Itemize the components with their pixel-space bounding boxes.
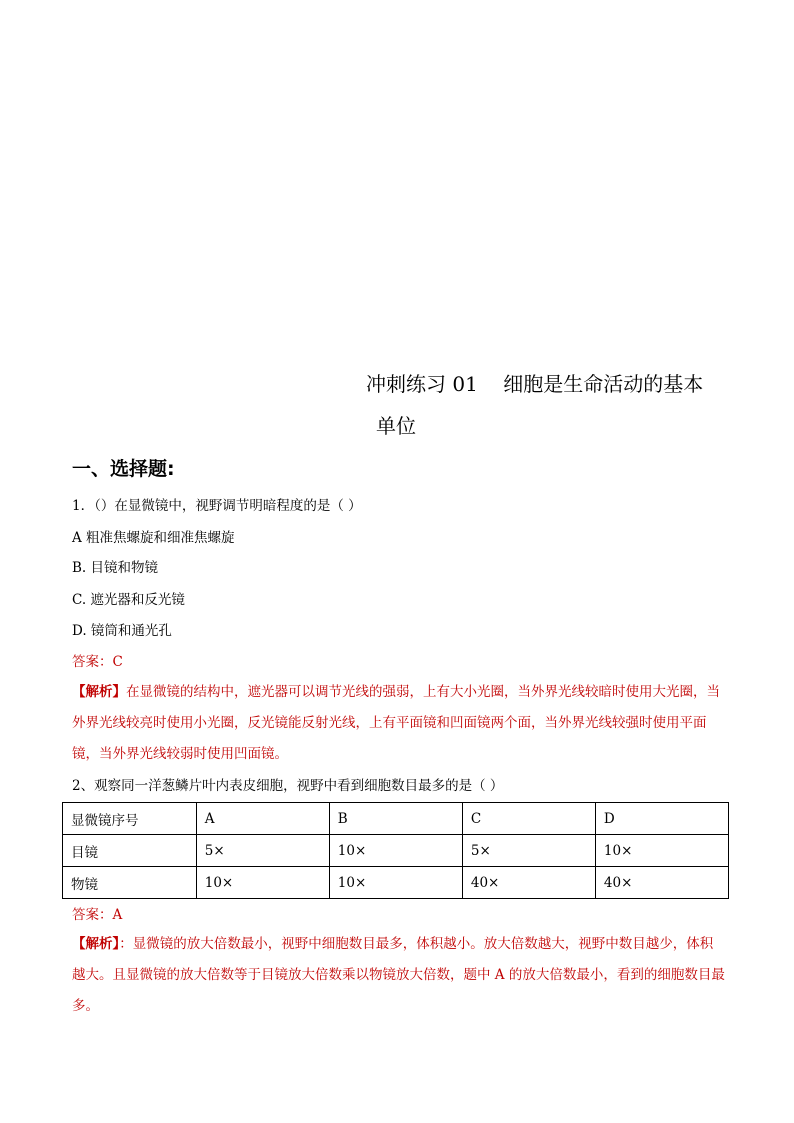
question-2-answer: 答案：A [72,907,123,923]
table-cell: A [196,803,329,835]
magnification-table [62,802,729,899]
question-1-option-d: D. 镜筒和通光孔 [72,623,172,639]
table-cell: 目镜 [63,835,197,867]
question-1-analysis [72,677,726,770]
table-cell: 5× [462,835,595,867]
table-row [63,867,729,899]
analysis-text: ：显微镜的放大倍数最小，视野中细胞数目最多，体积越小。放大倍数越大，视野中数目越少，体积越大。且显微镜的放大倍数等于目镜放大倍数乘以物镜放大倍数，题中 A 的放大倍数最小，看到的细胞数目最多。 [72,936,725,1014]
document-title-line-1: 冲刺练习 01 细胞是生命活动的基本 [366,372,704,396]
table-cell: 显微镜序号 [63,803,197,835]
question-2-stem: 2、观察同一洋葱鳞片叶内表皮细胞，视野中看到细胞数目最多的是（ ） [72,778,504,794]
table-cell: 10× [595,835,728,867]
table-cell: 10× [329,867,462,899]
question-1-option-a: A 粗准焦螺旋和细准焦螺旋 [72,530,235,546]
table-cell: 40× [595,867,728,899]
question-1-stem: 1．（）在显微镜中，视野调节明暗程度的是（ ） [72,498,362,514]
table-row [63,835,729,867]
table-header-row [63,803,729,835]
analysis-tag: 【解析】 [72,936,120,952]
question-2-analysis [72,929,726,1022]
table-cell: 5× [196,835,329,867]
table-cell: 40× [462,867,595,899]
table-cell: B [329,803,462,835]
table-cell: 10× [329,835,462,867]
question-1-answer: 答案：C [72,654,123,670]
section-heading: 一、选择题: [72,458,175,480]
question-1-option-c: C. 遮光器和反光镜 [72,592,185,608]
table-cell: D [595,803,728,835]
question-1-option-b: B. 目镜和物镜 [72,560,159,576]
analysis-tag: 【解析】 [72,684,126,700]
table-cell: 物镜 [63,867,197,899]
analysis-text: 在显微镜的结构中，遮光器可以调节光线的强弱，上有大小光圈，当外界光线较暗时使用大光圈，当外界光线较亮时使用小光圈，反光镜能反射光线，上有平面镜和凹面镜两个面，当外界光线较强时使用平面镜，当外界光线较弱时使用凹面镜。 [72,684,720,762]
table-cell: C [462,803,595,835]
document-title-line-2: 单位 [376,414,416,438]
table-cell: 10× [196,867,329,899]
